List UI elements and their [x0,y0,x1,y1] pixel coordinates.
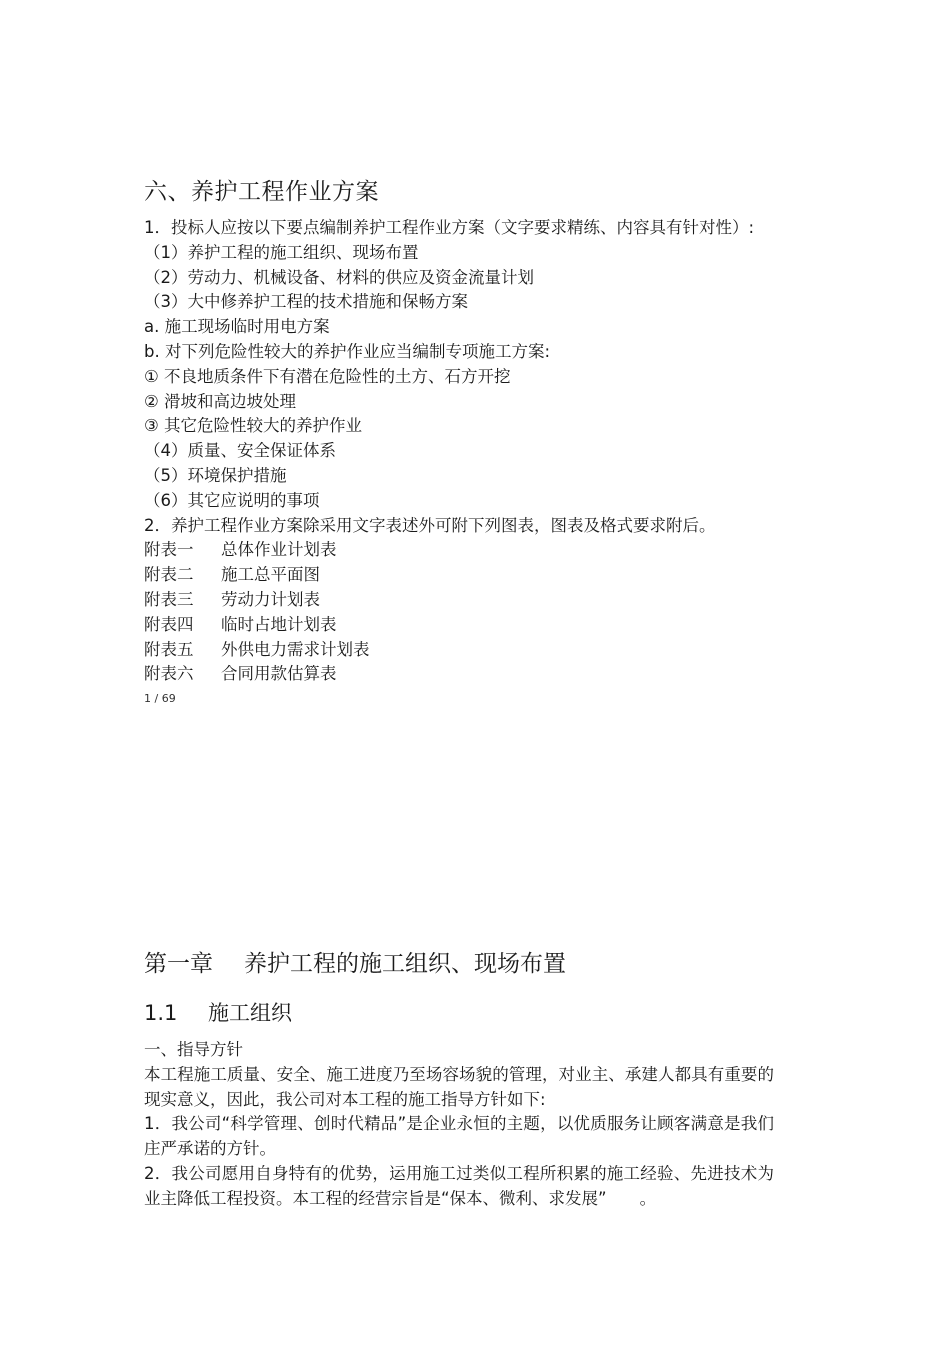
page-number: 1 / 69 [144,692,176,706]
list-item: b. 对下列危险性较大的养护作业应当编制专项施工方案: [144,341,551,361]
appendix-name: 施工总平面图 [221,565,320,585]
section-chapter-one [144,946,784,1212]
appendix-tag: 附表三 [144,589,194,609]
paragraph: 本工程施工质量、安全、施工进度乃至场容场貌的管理，对业主、承建人都具有重要的现实意义，因此，我公司对本工程的施工指导方针如下: [144,1064,774,1109]
paragraph: 1．我公司“科学管理、创时代精品”是企业永恒的主题，以优质服务让顾客满意是我们庄严承诺的方针。 [144,1114,774,1159]
list-item: ③ 其它危险性较大的养护作业 [144,416,363,436]
appendix-tag: 附表五 [144,639,194,659]
appendix-item [144,638,784,663]
paragraph: 2．我公司愿用自身特有的优势，运用施工过类似工程所积累的施工经验、先进技术为业主降低工程投资。本工程的经营宗旨是“保本、微利、求发展” 。 [144,1163,774,1208]
section-maintenance-plan [144,176,784,707]
chapter-number: 第一章 [144,951,213,977]
appendix-item [144,588,784,613]
list-item: （6）其它应说明的事项 [144,490,320,510]
list-item: （1）养护工程的施工组织、现场布置 [144,242,419,262]
requirement-intro: 1．投标人应按以下要点编制养护工程作业方案（文字要求精练、内容具有针对性）: [144,218,755,237]
appendix-tag: 附表四 [144,614,194,634]
appendix-name: 临时占地计划表 [221,614,337,634]
appendix-name: 劳动力计划表 [221,589,320,609]
list-item: （5）环境保护措施 [144,465,287,485]
list-item: 2．养护工程作业方案除采用文字表述外可附下列图表，图表及格式要求附后。 [144,515,716,535]
list-item: （4）质量、安全保证体系 [144,441,336,461]
appendix-item [144,563,784,588]
subsection-title [144,996,784,1030]
list-item: ② 滑坡和高边坡处理 [144,391,297,411]
appendix-item [144,662,784,687]
appendix-name: 总体作业计划表 [221,540,337,560]
appendix-list [144,538,784,687]
appendix-name: 外供电力需求计划表 [221,639,370,659]
subsection-number: 1.1 [144,1001,178,1025]
subsection-name: 施工组织 [208,1001,292,1025]
list-item: （3）大中修养护工程的技术措施和保畅方案 [144,292,468,312]
chapter-title [144,946,784,982]
appendix-tag: 附表二 [144,565,194,585]
appendix-tag: 附表一 [144,540,194,560]
list-item: a. 施工现场临时用电方案 [144,317,330,337]
list-item: （2）劳动力、机械设备、材料的供应及资金流量计划 [144,267,534,287]
appendix-tag: 附表六 [144,664,194,684]
section-heading: 六、养护工程作业方案 [144,179,379,205]
paragraph: 一、指导方针 [144,1040,243,1059]
chapter-name: 养护工程的施工组织、现场布置 [244,951,566,977]
appendix-item [144,538,784,563]
appendix-name: 合同用款估算表 [221,664,337,684]
list-item: ① 不良地质条件下有潜在危险性的土方、石方开挖 [144,366,511,386]
appendix-item [144,613,784,638]
